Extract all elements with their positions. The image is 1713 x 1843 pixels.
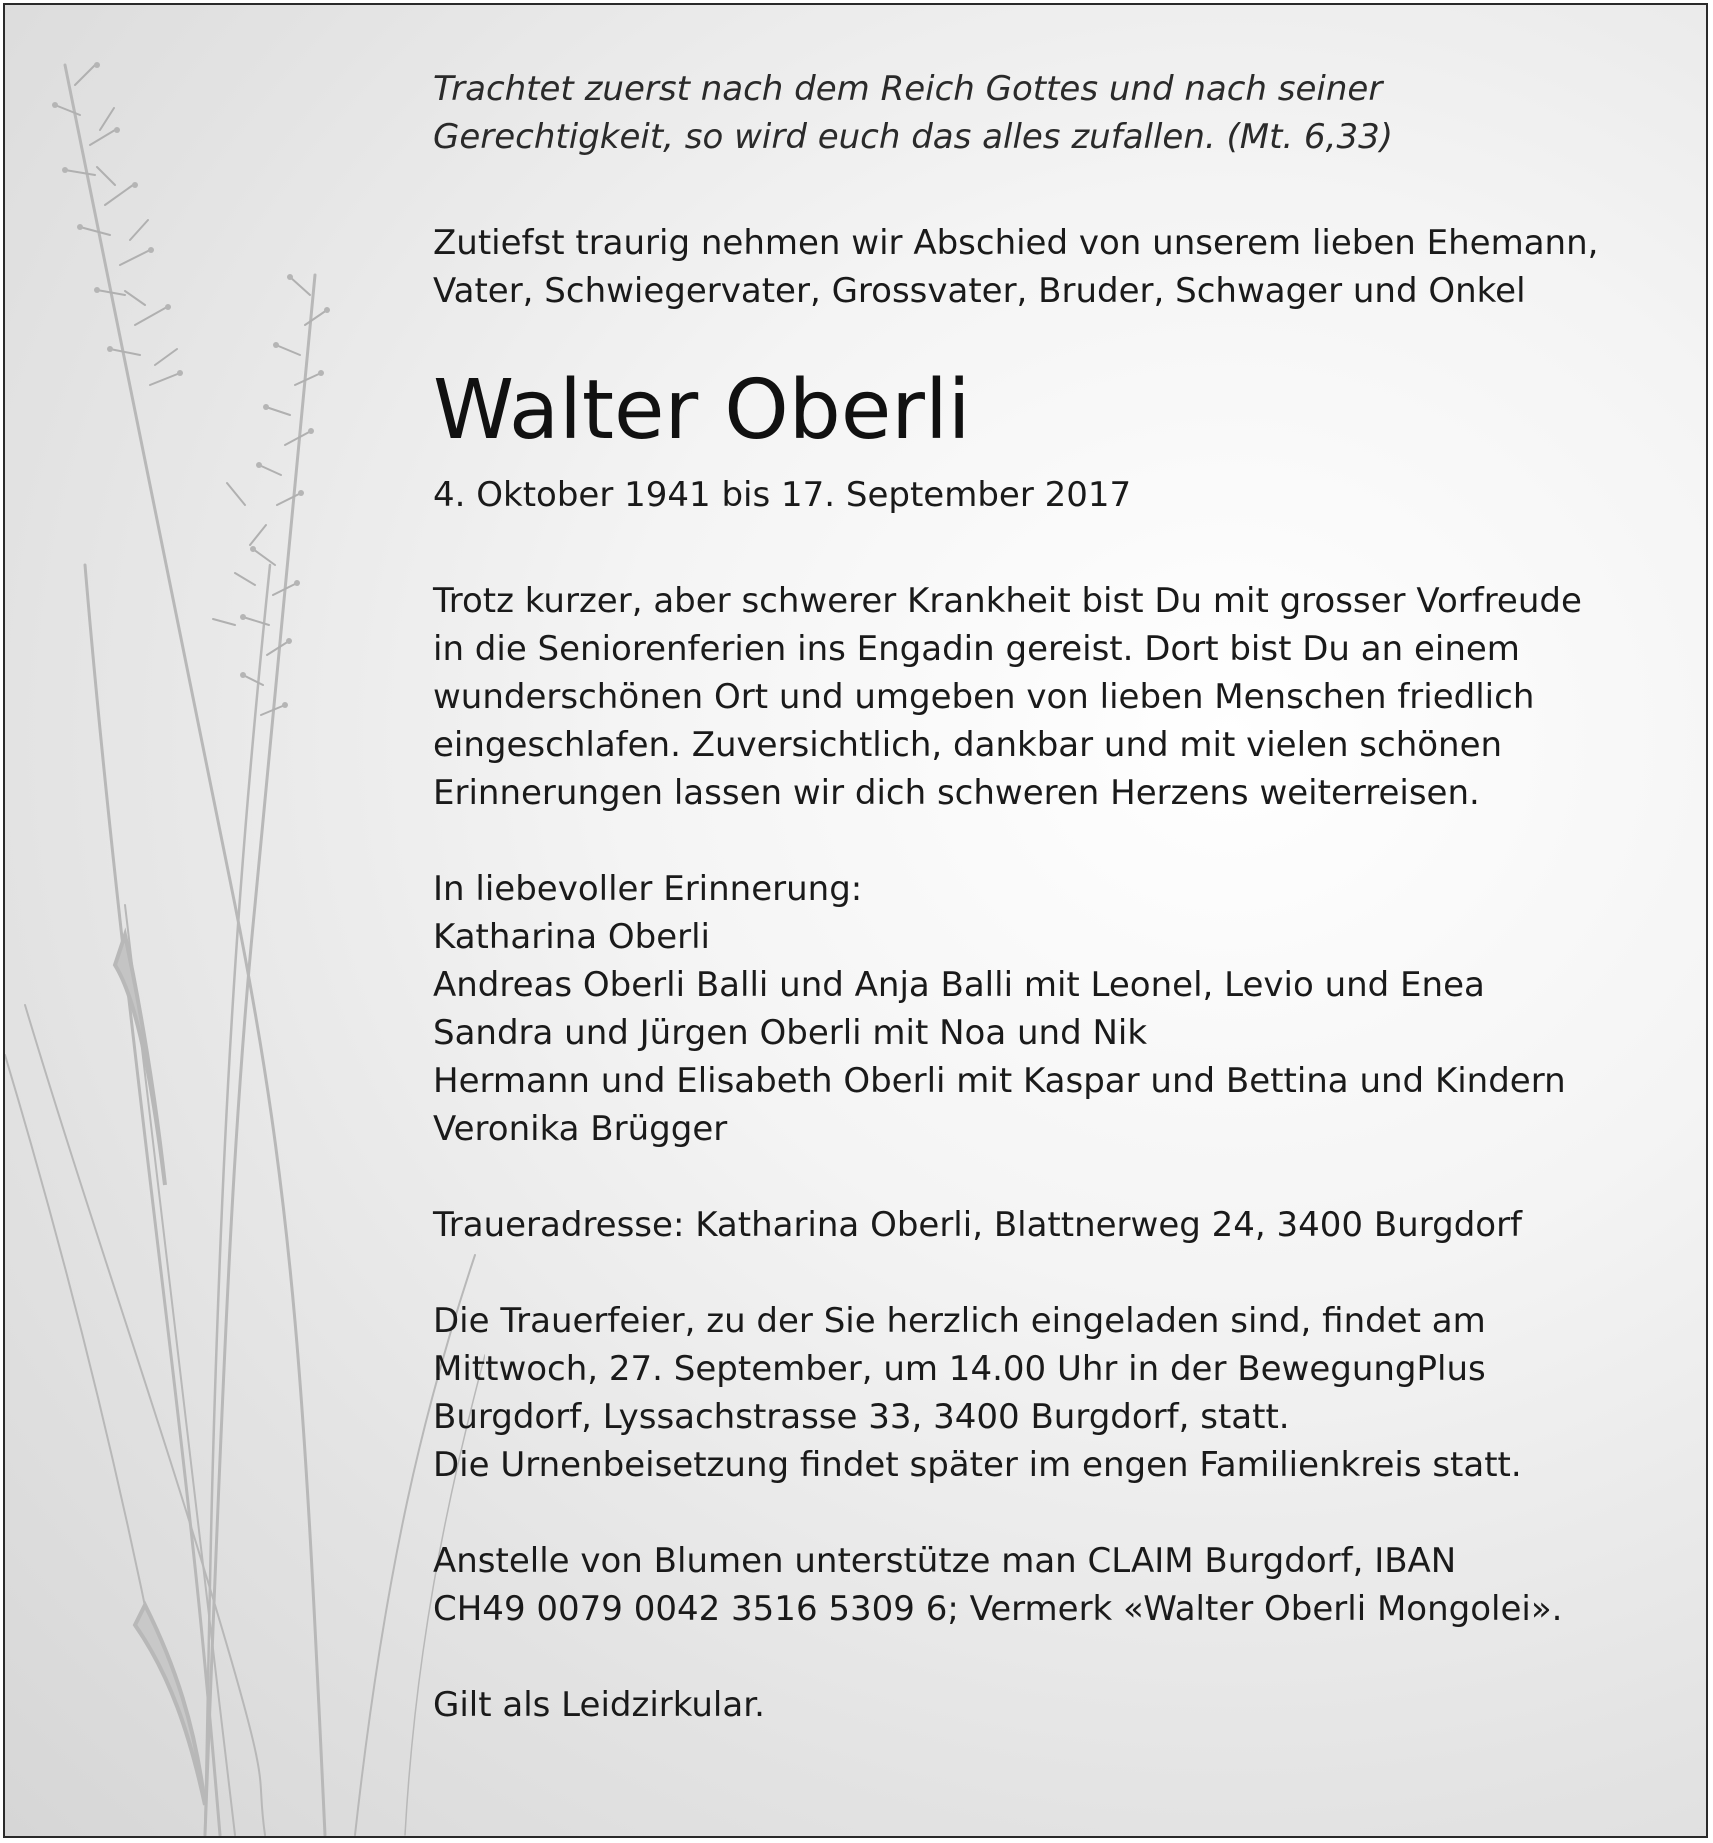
- tribute-line: wunderschönen Ort und umgeben von lieben Menschen friedlich: [433, 677, 1535, 717]
- donation-line: Anstelle von Blumen unterstütze man CLAIM Burgdorf, IBAN: [433, 1541, 1457, 1581]
- mourner-name: Sandra und Jürgen Oberli mit Noa und Nik: [433, 1013, 1148, 1053]
- mourner-name: Katharina Oberli: [433, 917, 710, 957]
- donation-info: [433, 1537, 1673, 1633]
- tribute-line: in die Seniorenferien ins Engadin gereist. Dort bist Du an einem: [433, 629, 1520, 669]
- service-line: Die Urnenbeisetzung findet später im engen Familienkreis statt.: [433, 1445, 1522, 1485]
- mourners-list: [433, 865, 1673, 1153]
- mourner-name: Andreas Oberli Balli und Anja Balli mit Leonel, Levio und Enea: [433, 965, 1485, 1005]
- verse-line: Gerechtigkeit, so wird euch das alles zufallen. (Mt. 6,33): [433, 117, 1394, 157]
- verse-line: Trachtet zuerst nach dem Reich Gottes und nach seiner: [433, 69, 1383, 109]
- obituary-notice: [3, 3, 1708, 1838]
- deceased-name: Walter Oberli: [433, 363, 971, 458]
- service-line: Burgdorf, Lyssachstrasse 33, 3400 Burgdorf, statt.: [433, 1397, 1290, 1437]
- life-dates: 4. Oktober 1941 bis 17. September 2017: [433, 475, 1132, 515]
- mourner-name: Hermann und Elisabeth Oberli mit Kaspar und Bettina und Kindern: [433, 1061, 1566, 1101]
- notice-text: [433, 65, 1673, 1729]
- service-line: Mittwoch, 27. September, um 14.00 Uhr in der BewegungPlus: [433, 1349, 1486, 1389]
- tribute-line: eingeschlafen. Zuversichtlich, dankbar und mit vielen schönen: [433, 725, 1503, 765]
- grass-illustration: [5, 5, 485, 1838]
- service-line: Die Trauerfeier, zu der Sie herzlich eingeladen sind, findet am: [433, 1301, 1486, 1341]
- tribute-line: Trotz kurzer, aber schwerer Krankheit bist Du mit grosser Vorfreude: [433, 581, 1582, 621]
- tribute-line: Erinnerungen lassen wir dich schweren Herzens weiterreisen.: [433, 773, 1480, 813]
- mourners-heading: In liebevoller Erinnerung:: [433, 869, 863, 909]
- service-details: [433, 1297, 1673, 1489]
- mourning-address: Traueradresse: Katharina Oberli, Blattnerweg 24, 3400 Burgdorf: [433, 1205, 1523, 1245]
- bible-verse: [433, 65, 1673, 161]
- intro-line: Vater, Schwiegervater, Grossvater, Bruder, Schwager und Onkel: [433, 271, 1526, 311]
- intro-text: [433, 219, 1673, 315]
- intro-line: Zutiefst traurig nehmen wir Abschied von unserem lieben Ehemann,: [433, 223, 1599, 263]
- closing-note: Gilt als Leidzirkular.: [433, 1685, 765, 1725]
- mourner-name: Veronika Brügger: [433, 1109, 728, 1149]
- tribute-paragraph: [433, 577, 1673, 817]
- donation-line: CH49 0079 0042 3516 5309 6; Vermerk «Walter Oberli Mongolei».: [433, 1589, 1563, 1629]
